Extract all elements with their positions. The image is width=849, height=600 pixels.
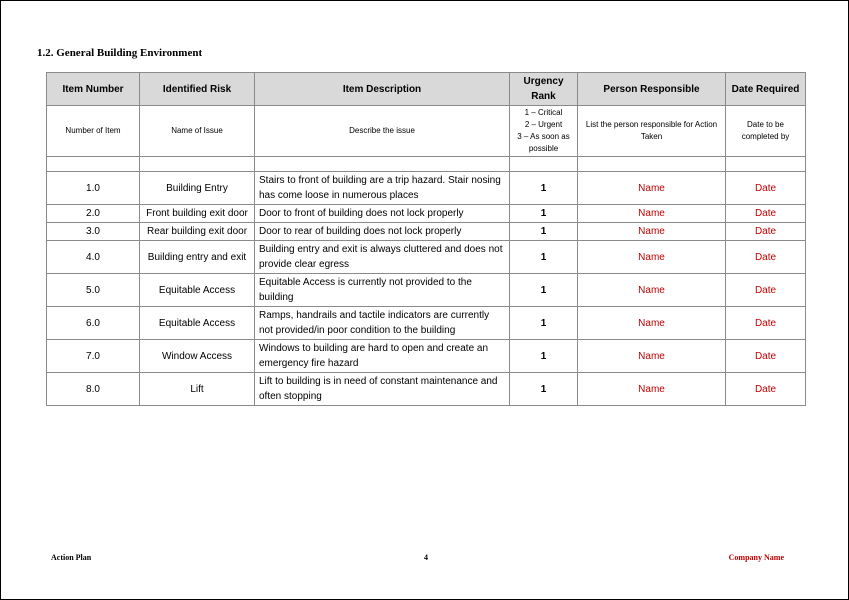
urgency-level-1: 1 – Critical	[524, 108, 563, 117]
item-number: 2.0	[47, 205, 140, 223]
item-description: Building entry and exit is always cluttered and does not provide clear egress	[255, 241, 510, 274]
urgency-rank: 1	[510, 223, 578, 241]
action-plan-table	[46, 72, 806, 406]
date-required: Date	[726, 205, 806, 223]
date-required: Date	[726, 223, 806, 241]
subheader-desc: Describe the issue	[255, 106, 510, 157]
date-required: Date	[726, 241, 806, 274]
person-responsible: Name	[578, 340, 726, 373]
identified-risk: Building entry and exit	[140, 241, 255, 274]
item-number: 3.0	[47, 223, 140, 241]
urgency-level-3: 3 – As soon as possible	[517, 132, 570, 153]
table-row	[47, 223, 806, 241]
date-required: Date	[726, 307, 806, 340]
identified-risk: Lift	[140, 373, 255, 406]
table-row	[47, 274, 806, 307]
item-description: Ramps, handrails and tactile indicators are currently not provided/in poor condition to the building	[255, 307, 510, 340]
urgency-rank: 1	[510, 241, 578, 274]
date-required: Date	[726, 172, 806, 205]
identified-risk: Equitable Access	[140, 274, 255, 307]
header-item-description: Item Description	[255, 73, 510, 106]
section-title: 1.2. General Building Environment	[37, 47, 203, 59]
urgency-rank: 1	[510, 373, 578, 406]
item-number: 4.0	[47, 241, 140, 274]
table-row	[47, 373, 806, 406]
header-date-required: Date Required	[726, 73, 806, 106]
urgency-rank: 1	[510, 307, 578, 340]
person-responsible: Name	[578, 205, 726, 223]
identified-risk: Rear building exit door	[140, 223, 255, 241]
header-row	[47, 73, 806, 106]
person-responsible: Name	[578, 241, 726, 274]
identified-risk: Building Entry	[140, 172, 255, 205]
item-number: 6.0	[47, 307, 140, 340]
header-item-number: Item Number	[47, 73, 140, 106]
subheader-row	[47, 106, 806, 157]
header-urgency-rank: Urgency Rank	[510, 73, 578, 106]
person-responsible: Name	[578, 274, 726, 307]
spacer-cell	[47, 157, 140, 172]
urgency-level-2: 2 – Urgent	[524, 120, 563, 129]
subheader-risk: Name of Issue	[140, 106, 255, 157]
urgency-rank: 1	[510, 274, 578, 307]
spacer-cell	[510, 157, 578, 172]
person-responsible: Name	[578, 223, 726, 241]
item-number: 1.0	[47, 172, 140, 205]
header-identified-risk: Identified Risk	[140, 73, 255, 106]
table-row	[47, 340, 806, 373]
date-required: Date	[726, 274, 806, 307]
urgency-rank: 1	[510, 172, 578, 205]
table-row	[47, 307, 806, 340]
spacer-cell	[140, 157, 255, 172]
person-responsible: Name	[578, 172, 726, 205]
identified-risk: Window Access	[140, 340, 255, 373]
footer-company-name: Company Name	[728, 553, 784, 562]
table-row	[47, 241, 806, 274]
subheader-person: List the person responsible for Action Taken	[578, 106, 726, 157]
item-description: Equitable Access is currently not provided to the building	[255, 274, 510, 307]
spacer-cell	[578, 157, 726, 172]
identified-risk: Equitable Access	[140, 307, 255, 340]
footer-doc-title: Action Plan	[51, 553, 92, 562]
date-required: Date	[726, 340, 806, 373]
person-responsible: Name	[578, 373, 726, 406]
item-description: Lift to building is in need of constant maintenance and often stopping	[255, 373, 510, 406]
item-number: 8.0	[47, 373, 140, 406]
table-row	[47, 172, 806, 205]
item-description: Windows to building are hard to open and create an emergency fire hazard	[255, 340, 510, 373]
item-description: Door to rear of building does not lock properly	[255, 223, 510, 241]
item-number: 7.0	[47, 340, 140, 373]
person-responsible: Name	[578, 307, 726, 340]
footer-page-number: 4	[424, 553, 428, 562]
identified-risk: Front building exit door	[140, 205, 255, 223]
header-person-responsible: Person Responsible	[578, 73, 726, 106]
subheader-date: Date to be completed by	[726, 106, 806, 157]
spacer-cell	[726, 157, 806, 172]
table-row	[47, 205, 806, 223]
item-number: 5.0	[47, 274, 140, 307]
urgency-rank: 1	[510, 340, 578, 373]
spacer-cell	[255, 157, 510, 172]
subheader-urgency	[510, 106, 578, 157]
date-required: Date	[726, 373, 806, 406]
subheader-item: Number of Item	[47, 106, 140, 157]
urgency-rank: 1	[510, 205, 578, 223]
spacer-row	[47, 157, 806, 172]
item-description: Stairs to front of building are a trip hazard. Stair nosing has come loose in numerous places	[255, 172, 510, 205]
item-description: Door to front of building does not lock properly	[255, 205, 510, 223]
